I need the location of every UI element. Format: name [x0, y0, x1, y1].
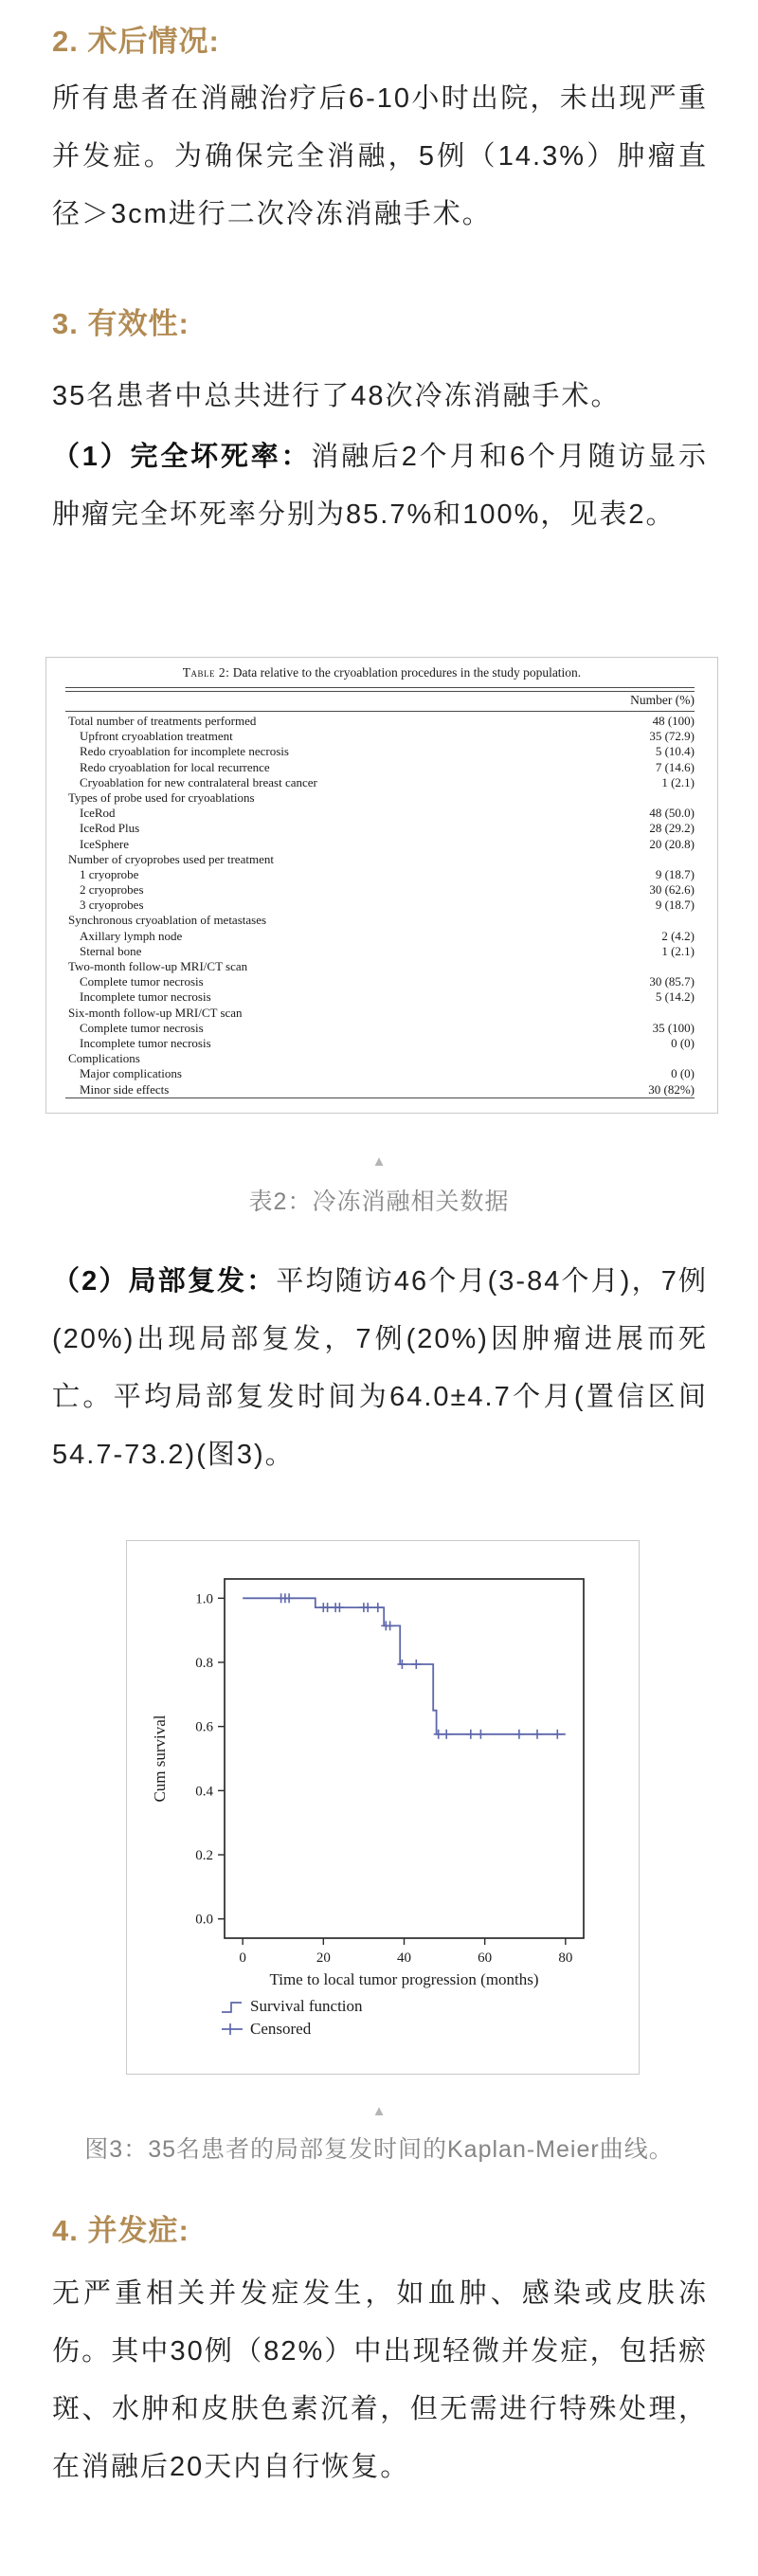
table2-top-rule [65, 687, 695, 692]
table2-rows [65, 714, 695, 1098]
table-row-value: 35 (72.9) [649, 729, 695, 744]
table-row-label: 3 cryoprobes [80, 898, 144, 913]
figure3-image-panel [126, 1540, 640, 2075]
table-row [65, 867, 695, 882]
kaplan-meier-chart [127, 1541, 639, 2074]
table-row-label: Complications [68, 1051, 140, 1066]
table-row-value: 9 (18.7) [655, 866, 695, 881]
table2-title-label: Table 2: [182, 665, 230, 680]
table-row [65, 959, 695, 974]
section-heading-postop: 2. 术后情况: [52, 25, 220, 58]
table-row-label: Number of cryoprobes used per treatment [68, 851, 274, 866]
svg-text:Time to local tumor progressio: Time to local tumor progression (months) [269, 1970, 539, 1988]
table-row-value: 2 (4.2) [661, 928, 695, 943]
table-row-value: 30 (85.7) [649, 974, 695, 989]
table-row-label: Complete tumor necrosis [80, 974, 204, 989]
table-row-label: Sternal bone [80, 943, 142, 958]
table-row [65, 775, 695, 790]
table-row-value: 1 (2.1) [661, 943, 695, 958]
table-row-label: IceRod [80, 806, 116, 821]
svg-text:Cum survival: Cum survival [151, 1714, 169, 1803]
table-row [65, 714, 695, 729]
table-row [65, 882, 695, 898]
table2-caption: 表2：冷冻消融相关数据 [248, 1188, 510, 1215]
table-row [65, 760, 695, 775]
table-row-value: 5 (14.2) [655, 989, 695, 1005]
table-row [65, 1051, 695, 1066]
table-row-label: Synchronous cryoablation of metastases [68, 913, 267, 928]
table-row [65, 1066, 695, 1081]
table-row-label: Complete tumor necrosis [80, 1020, 204, 1035]
table-row-value: 28 (29.2) [649, 821, 695, 836]
table-row [65, 852, 695, 867]
table-row-label: Six-month follow-up MRI/CT scan [68, 1005, 243, 1020]
recurrence-lead: （2）局部复发： [52, 1266, 277, 1297]
table-row [65, 1082, 695, 1098]
table-row-value: 5 (10.4) [655, 744, 695, 759]
necrosis-lead: （1）完全坏死率： [52, 442, 312, 472]
kaplan-meier-chart-mount [127, 1541, 639, 2078]
paragraph-recurrence [52, 1253, 708, 1484]
table2-image-panel [45, 657, 718, 1114]
table-row [65, 729, 695, 744]
table-row-value: 30 (82%) [648, 1081, 695, 1097]
table-row [65, 821, 695, 836]
svg-text:0.8: 0.8 [195, 1655, 213, 1671]
recurrence-text: 平均随访46个月(3-84个月)，7例(20%)出现局部复发，7例(20%)因肿瘤进展而死亡。平均局部复发时间为64.0±4.7个月(置信区间54.7-73.2)(图3)。 [52, 1266, 708, 1470]
table-row-label: Redo cryoablation for local recurrence [80, 759, 270, 774]
table2-title-text: Data relative to the cryoablation procedures in the study population. [229, 665, 582, 680]
svg-text:Survival function: Survival function [250, 1997, 363, 2015]
svg-text:0.4: 0.4 [195, 1784, 213, 1800]
svg-text:Censored: Censored [250, 2020, 312, 2038]
table-row-value: 48 (100) [652, 714, 695, 728]
table-row-label: IceSphere [80, 836, 129, 851]
table-row-value: 48 (50.0) [649, 806, 695, 821]
table-row-value: 35 (100) [652, 1020, 695, 1035]
table-row-label: Minor side effects [80, 1081, 170, 1097]
table-row [65, 944, 695, 959]
table-row-label: Axillary lymph node [80, 928, 183, 943]
table-row [65, 790, 695, 806]
table2-header-rule [65, 711, 695, 712]
table-row-value: 9 (18.7) [655, 898, 695, 913]
table-row [65, 806, 695, 821]
table-row [65, 898, 695, 913]
figure3-caption: 图3：35名患者的局部复发时间的Kaplan-Meier曲线。 [84, 2136, 674, 2163]
table2-value-header: Number (%) [630, 693, 695, 707]
paragraph-efficacy-intro: 35名患者中总共进行了48次冷冻消融手术。 [52, 381, 621, 411]
table-row-label: Incomplete tumor necrosis [80, 1035, 211, 1050]
table-row-value: 0 (0) [671, 1035, 695, 1050]
table-row-label: Types of probe used for cryoablations [68, 789, 255, 805]
svg-text:0.6: 0.6 [195, 1719, 213, 1735]
collapse-triangle-icon: ▲ [371, 2103, 387, 2119]
table-row-label: Two-month follow-up MRI/CT scan [68, 959, 248, 973]
svg-text:0.2: 0.2 [195, 1848, 213, 1864]
svg-text:80: 80 [558, 1950, 573, 1966]
svg-text:0: 0 [239, 1950, 246, 1966]
table-row [65, 1021, 695, 1036]
necrosis-text: 消融后2个月和6个月随访显示肿瘤完全坏死率分别为85.7%和100%，见表2。 [52, 442, 708, 530]
table-row-label: Total number of treatments performed [68, 714, 257, 728]
table-row-label: IceRod Plus [80, 821, 140, 836]
table-row-label: Major complications [80, 1066, 182, 1081]
table-row-label: Redo cryoablation for incomplete necrosis [80, 744, 289, 759]
table-row [65, 929, 695, 944]
svg-text:0.0: 0.0 [195, 1912, 213, 1928]
paragraph-complications: 无严重相关并发症发生，如血肿、感染或皮肤冻伤。其中30例（82%）中出现轻微并发症，包括瘀斑、水肿和皮肤色素沉着，但无需进行特殊处理，在消融后20天内自行恢复。 [52, 2278, 708, 2482]
table2-title [46, 665, 717, 680]
collapse-triangle-icon: ▲ [371, 1153, 387, 1170]
table-row [65, 989, 695, 1005]
table-row-label: Cryoablation for new contralateral breast cancer [80, 774, 317, 789]
paragraph-postop: 所有患者在消融治疗后6-10小时出院，未出现严重并发症。为确保完全消融，5例（14.3%）肿瘤直径＞3cm进行二次冷冻消融手术。 [52, 83, 708, 229]
table-row [65, 744, 695, 759]
table-row [65, 1036, 695, 1051]
svg-text:1.0: 1.0 [195, 1591, 213, 1607]
svg-text:20: 20 [316, 1950, 331, 1966]
table-row [65, 974, 695, 989]
table-row [65, 1006, 695, 1021]
section-heading-complications: 4. 并发症: [52, 2214, 190, 2247]
table-row-value: 30 (62.6) [649, 882, 695, 898]
table-row-label: 2 cryoprobes [80, 882, 144, 898]
table-row [65, 913, 695, 928]
table-row-label: Incomplete tumor necrosis [80, 989, 211, 1005]
table-row-value: 1 (2.1) [661, 774, 695, 789]
table-row-label: Upfront cryoablation treatment [80, 729, 233, 744]
paragraph-necrosis [52, 428, 708, 544]
table-row-value: 7 (14.6) [655, 759, 695, 774]
table-row-value: 0 (0) [671, 1066, 695, 1081]
table-row-label: 1 cryoprobe [80, 866, 139, 881]
table-row-value: 20 (20.8) [649, 836, 695, 851]
svg-text:60: 60 [478, 1950, 493, 1966]
table-row [65, 837, 695, 852]
section-heading-efficacy: 3. 有效性: [52, 307, 190, 340]
svg-text:40: 40 [397, 1950, 411, 1966]
